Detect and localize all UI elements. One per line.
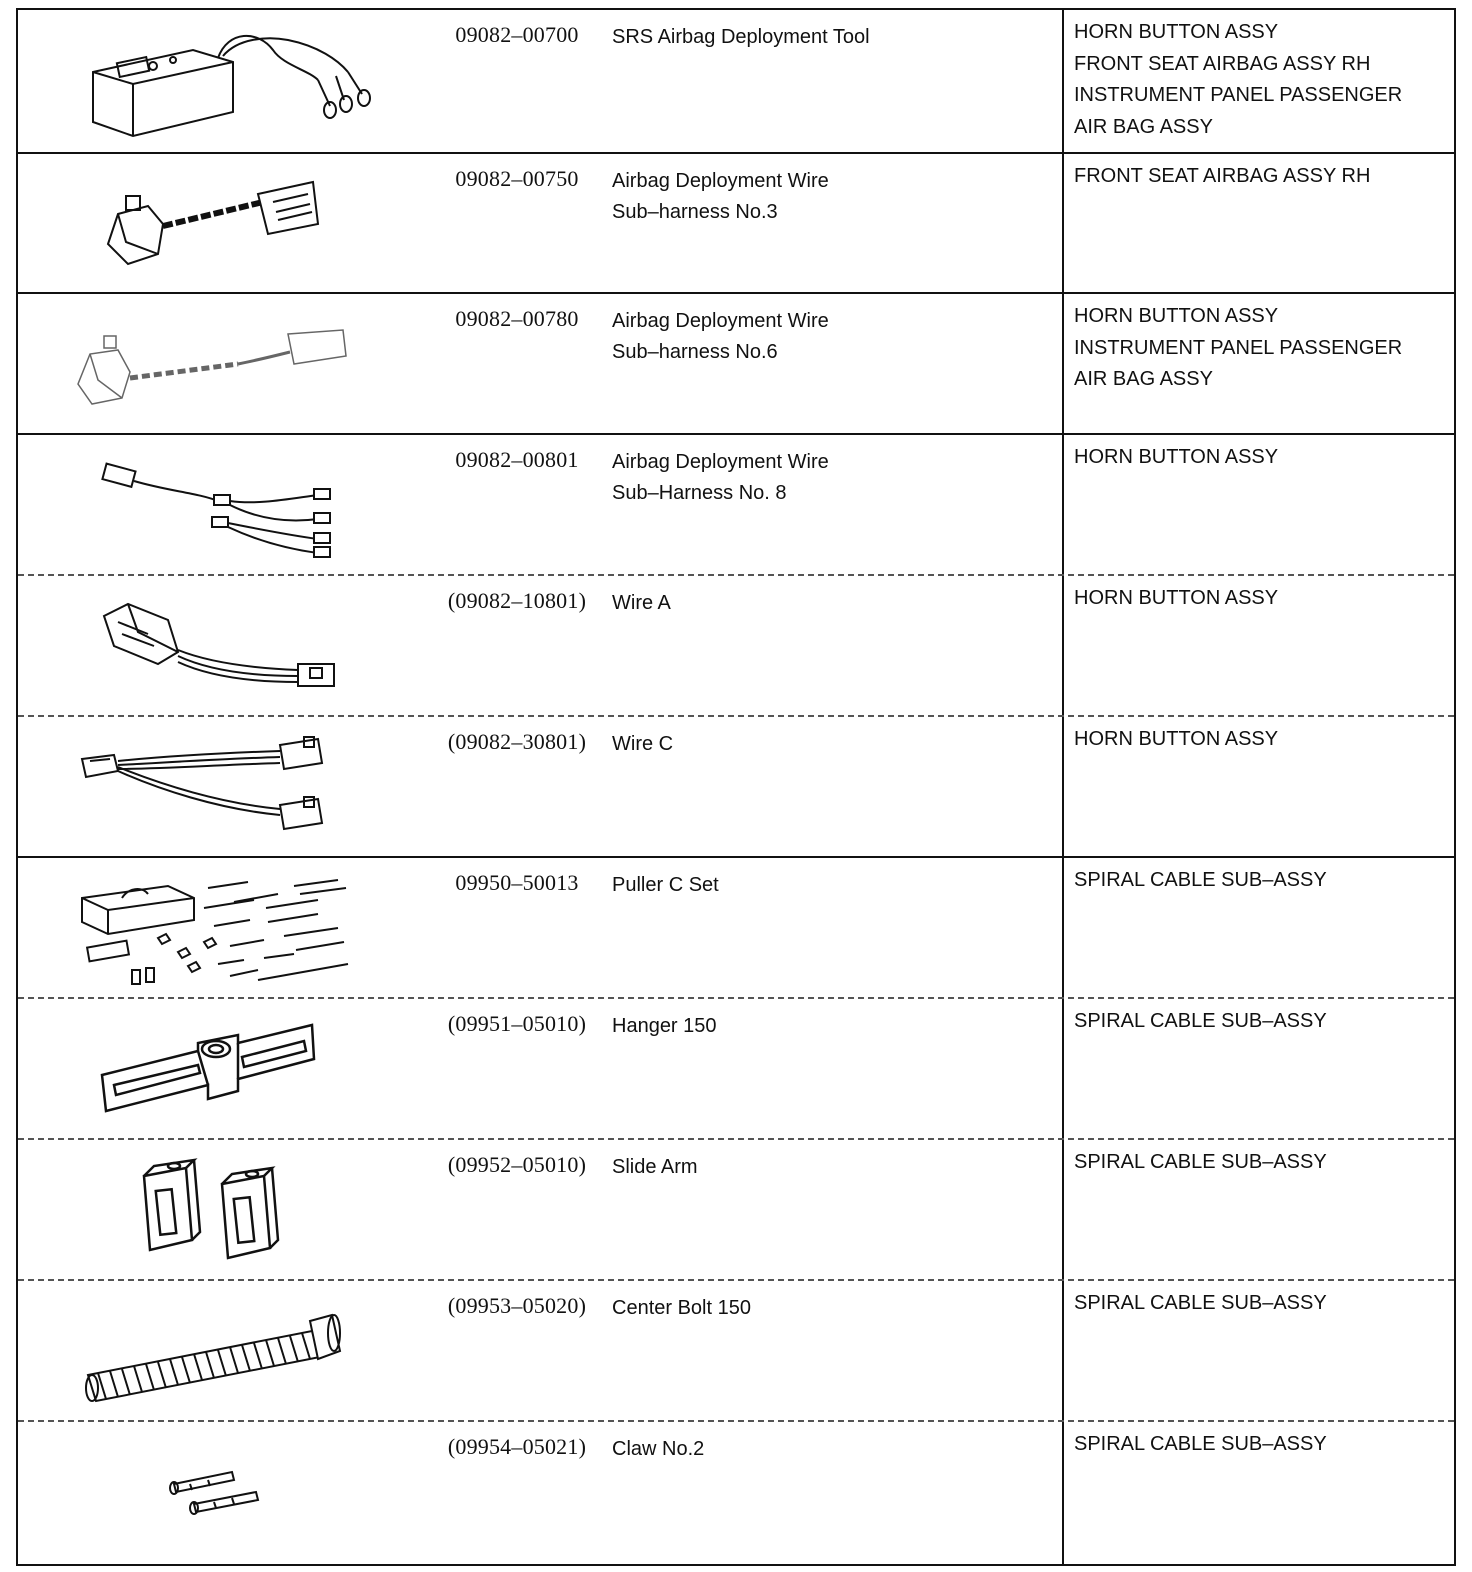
tool-name (612, 1293, 1052, 1324)
applicable-part: FRONT SEAT AIRBAG ASSY RH (1074, 165, 1371, 187)
applicable-parts (1062, 1422, 1454, 1566)
special-tools-table (16, 8, 1456, 1566)
applicable-part: AIR BAG ASSY (1074, 368, 1213, 390)
deployment-tool-icon (18, 10, 418, 152)
wire-a-icon (18, 576, 418, 717)
applicable-parts (1062, 1140, 1454, 1281)
applicable-part: HORN BUTTON ASSY (1074, 305, 1279, 327)
tool-name-line: Airbag Deployment Wire (612, 170, 829, 192)
part-number: (09953–05020) (447, 1293, 587, 1318)
applicable-part: SPIRAL CABLE SUB–ASSY (1074, 869, 1327, 891)
applicable-part: HORN BUTTON ASSY (1074, 21, 1279, 43)
tool-name (612, 870, 1052, 901)
tool-name (612, 166, 1052, 228)
tool-name-line: Slide Arm (612, 1156, 698, 1178)
table-row (18, 856, 1454, 999)
part-number: 09082–00780 (455, 306, 579, 331)
claw-icon (18, 1422, 418, 1566)
part-number: 09082–00750 (455, 166, 579, 191)
table-row (18, 1279, 1454, 1422)
table-row (18, 997, 1454, 1140)
tool-name (612, 1011, 1052, 1042)
sub-harness-8-icon (18, 435, 418, 576)
part-number: (09082–10801) (447, 588, 587, 613)
table-row (18, 1138, 1454, 1281)
tool-name (612, 306, 1052, 368)
part-number: (09952–05010) (447, 1152, 587, 1177)
tool-name-line: Airbag Deployment Wire (612, 451, 829, 473)
part-number: 09082–00700 (455, 22, 579, 47)
tool-name-line: Claw No.2 (612, 1438, 705, 1460)
part-number: 09950–50013 (455, 870, 579, 895)
tool-name-line: Puller C Set (612, 874, 719, 896)
applicable-parts (1062, 435, 1454, 576)
part-number: (09954–05021) (447, 1434, 587, 1459)
applicable-part: HORN BUTTON ASSY (1074, 446, 1279, 468)
wire-c-icon (18, 717, 418, 858)
applicable-parts (1062, 999, 1454, 1140)
table-row (18, 292, 1454, 435)
tool-name-line: SRS Airbag Deployment Tool (612, 26, 870, 48)
tool-name-line: Sub–Harness No. 8 (612, 482, 787, 504)
part-number: 09082–00801 (455, 447, 579, 472)
applicable-parts (1062, 1281, 1454, 1422)
part-number: (09951–05010) (447, 1011, 587, 1036)
tool-name (612, 729, 1052, 760)
applicable-parts (1062, 154, 1454, 294)
tool-name-line: Hanger 150 (612, 1015, 717, 1037)
applicable-part: HORN BUTTON ASSY (1074, 587, 1279, 609)
applicable-part: SPIRAL CABLE SUB–ASSY (1074, 1433, 1327, 1455)
tool-name-line: Sub–harness No.6 (612, 341, 778, 363)
tool-name (612, 447, 1052, 509)
applicable-part: INSTRUMENT PANEL PASSENGER (1074, 336, 1403, 359)
applicable-parts (1062, 10, 1454, 152)
tool-name-line: Sub–harness No.3 (612, 201, 778, 223)
table-row (18, 10, 1454, 152)
applicable-part: SPIRAL CABLE SUB–ASSY (1074, 1292, 1327, 1314)
applicable-part: SPIRAL CABLE SUB–ASSY (1074, 1151, 1327, 1173)
table-row (18, 574, 1454, 717)
applicable-parts (1062, 858, 1454, 999)
applicable-parts (1062, 294, 1454, 435)
tool-name (612, 22, 1052, 53)
tool-name-line: Wire C (612, 733, 674, 755)
table-row (18, 1420, 1454, 1566)
tool-name (612, 1434, 1052, 1465)
center-bolt-icon (18, 1281, 418, 1422)
applicable-part: FRONT SEAT AIRBAG ASSY RH (1074, 52, 1371, 75)
applicable-part: INSTRUMENT PANEL PASSENGER (1074, 84, 1403, 106)
hanger-icon (18, 999, 418, 1140)
applicable-part: HORN BUTTON ASSY (1074, 728, 1279, 750)
tool-name-line: Wire A (612, 592, 671, 614)
part-number: (09082–30801) (447, 729, 587, 754)
applicable-parts (1062, 576, 1454, 717)
applicable-parts (1062, 717, 1454, 858)
slide-arm-icon (18, 1140, 418, 1281)
sub-harness-6-icon (18, 294, 418, 435)
applicable-part: AIR BAG ASSY (1074, 115, 1213, 138)
tool-name-line: Airbag Deployment Wire (612, 310, 829, 332)
table-row (18, 433, 1454, 576)
tool-name (612, 588, 1052, 619)
table-row (18, 715, 1454, 858)
sub-harness-3-icon (18, 154, 418, 294)
table-row (18, 152, 1454, 294)
tool-name (612, 1152, 1052, 1183)
puller-set-icon (18, 858, 418, 999)
applicable-part: SPIRAL CABLE SUB–ASSY (1074, 1010, 1327, 1032)
tool-name-line: Center Bolt 150 (612, 1297, 751, 1319)
